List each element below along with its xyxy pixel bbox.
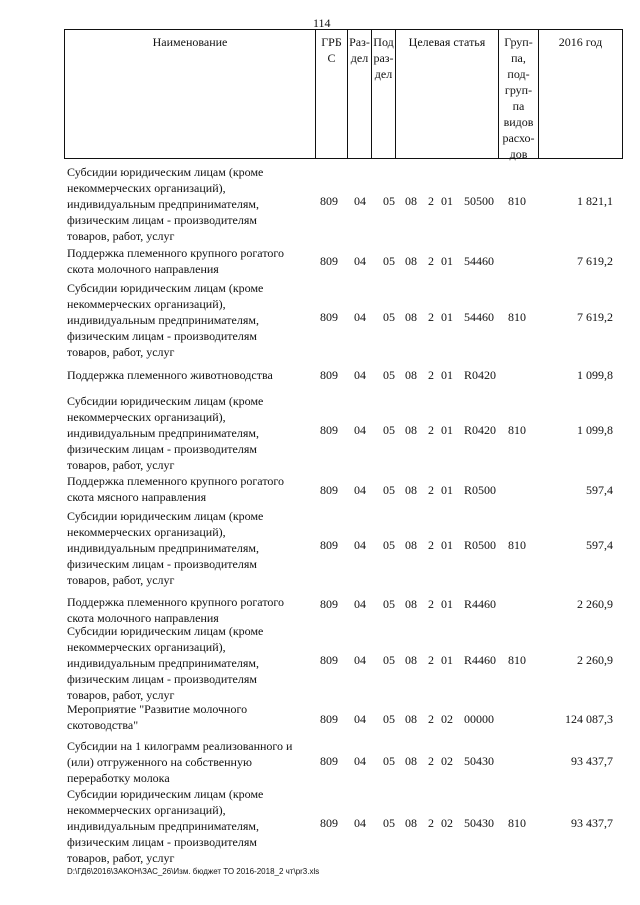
target-measure-cell: 01	[441, 483, 453, 497]
podrazdel-cell: 05	[383, 754, 395, 768]
target-measure-cell: 01	[441, 423, 453, 437]
target-program-cell: 08	[405, 194, 417, 208]
row-name-line: товаров, работ, услуг	[67, 573, 175, 587]
row-name-line: некоммерческих организаций),	[67, 803, 226, 817]
podrazdel-cell: 05	[383, 816, 395, 830]
row-name	[67, 738, 319, 786]
row-name-line: скота молочного направления	[67, 611, 219, 625]
amount-2016-cell: 2 260,9	[577, 653, 613, 667]
row-name-line: Субсидии юридическим лицам (кроме	[67, 509, 264, 523]
row-name	[67, 508, 319, 588]
target-direction-cell: R0500	[464, 538, 497, 552]
target-program-cell: 08	[405, 310, 417, 324]
target-subprogram-cell: 2	[428, 754, 434, 768]
amount-2016-cell: 124 087,3	[565, 712, 613, 726]
target-measure-cell: 02	[441, 816, 453, 830]
amount-2016-cell: 93 437,7	[571, 816, 613, 830]
row-name-line: физическим лицам - производителям	[67, 442, 257, 456]
header-group-line: па	[512, 99, 525, 113]
expense-group-cell: 810	[508, 816, 526, 830]
header-group-line: дов	[509, 147, 528, 161]
row-name-line: товаров, работ, услуг	[67, 345, 175, 359]
podrazdel-cell: 05	[383, 310, 395, 324]
expense-group-cell: 810	[508, 194, 526, 208]
razdel-cell: 04	[354, 597, 366, 611]
header-group-line: под-	[507, 67, 530, 81]
target-direction-cell: 54460	[464, 310, 494, 324]
row-name-line: Субсидии юридическим лицам (кроме	[67, 165, 264, 179]
row-name-line: некоммерческих организаций),	[67, 297, 226, 311]
target-program-cell: 08	[405, 368, 417, 382]
grbs-cell: 809	[320, 310, 338, 324]
razdel-cell: 04	[354, 423, 366, 437]
podrazdel-cell: 05	[383, 538, 395, 552]
target-subprogram-cell: 2	[428, 368, 434, 382]
target-direction-cell: R0420	[464, 368, 497, 382]
expense-group-cell: 810	[508, 538, 526, 552]
target-program-cell: 08	[405, 538, 417, 552]
amount-2016-cell: 1 821,1	[577, 194, 613, 208]
header-group-line: па,	[511, 51, 526, 65]
expense-group-cell: 810	[508, 423, 526, 437]
row-name	[67, 786, 319, 866]
razdel-cell: 04	[354, 254, 366, 268]
row-name-line: скота мясного направления	[67, 490, 207, 504]
row-name-line: переработку молока	[67, 771, 170, 785]
amount-2016-cell: 93 437,7	[571, 754, 613, 768]
razdel-cell: 04	[354, 483, 366, 497]
row-name-line: некоммерческих организаций),	[67, 410, 226, 424]
amount-2016-cell: 7 619,2	[577, 254, 613, 268]
razdel-cell: 04	[354, 754, 366, 768]
row-name-line: Поддержка племенного крупного рогатого	[67, 474, 285, 488]
razdel-cell: 04	[354, 194, 366, 208]
target-program-cell: 08	[405, 597, 417, 611]
row-name-line: товаров, работ, услуг	[67, 458, 175, 472]
podrazdel-cell: 05	[383, 368, 395, 382]
target-subprogram-cell: 2	[428, 423, 434, 437]
target-direction-cell: 54460	[464, 254, 494, 268]
amount-2016-cell: 2 260,9	[577, 597, 613, 611]
row-name-line: скотоводства"	[67, 718, 139, 732]
header-group-line: расхо-	[502, 131, 535, 145]
target-subprogram-cell: 2	[428, 816, 434, 830]
amount-2016-cell: 597,4	[586, 483, 613, 497]
header-razdel-line: дел	[350, 51, 369, 65]
target-direction-cell: 50430	[464, 816, 494, 830]
amount-2016-cell: 1 099,8	[577, 368, 613, 382]
amount-2016-cell: 7 619,2	[577, 310, 613, 324]
grbs-cell: 809	[320, 597, 338, 611]
row-name-line: индивидуальным предпринимателям,	[67, 197, 259, 211]
row-name-line: некоммерческих организаций),	[67, 181, 226, 195]
row-name-line: Поддержка племенного крупного рогатого	[67, 595, 285, 609]
grbs-cell: 809	[320, 194, 338, 208]
target-direction-cell: R4460	[464, 653, 497, 667]
target-direction-cell: R4460	[464, 597, 497, 611]
row-name-line: товаров, работ, услуг	[67, 229, 175, 243]
target-measure-cell: 02	[441, 712, 453, 726]
row-name	[67, 473, 319, 505]
row-name	[67, 594, 319, 626]
grbs-cell: 809	[320, 653, 338, 667]
row-name-line: Субсидии юридическим лицам (кроме	[67, 787, 264, 801]
row-name-line: товаров, работ, услуг	[67, 688, 175, 702]
podrazdel-cell: 05	[383, 483, 395, 497]
row-name-line: физическим лицам - производителям	[67, 213, 257, 227]
row-name-line: Поддержка племенного животноводства	[67, 368, 273, 382]
target-program-cell: 08	[405, 712, 417, 726]
podrazdel-cell: 05	[383, 423, 395, 437]
row-name-line: Субсидии на 1 килограмм реализованного и	[67, 739, 293, 753]
header-podrazdel-line: раз-	[373, 51, 394, 65]
row-name	[67, 280, 319, 360]
podrazdel-cell: 05	[383, 254, 395, 268]
row-name-line: Субсидии юридическим лицам (кроме	[67, 624, 264, 638]
row-name-line: физическим лицам - производителям	[67, 557, 257, 571]
target-program-cell: 08	[405, 816, 417, 830]
row-name	[67, 701, 319, 733]
target-subprogram-cell: 2	[428, 483, 434, 497]
row-name-line: индивидуальным предпринимателям,	[67, 656, 259, 670]
grbs-cell: 809	[320, 816, 338, 830]
header-group-line: груп-	[504, 83, 533, 97]
row-name	[67, 245, 319, 277]
target-measure-cell: 01	[441, 368, 453, 382]
razdel-cell: 04	[354, 368, 366, 382]
target-measure-cell: 01	[441, 254, 453, 268]
target-direction-cell: 50430	[464, 754, 494, 768]
file-path-footer: D:\ГД6\2016\ЗАКОН\ЗАС_26\Изм. бюджет ТО 2016-2018_2 чт\pr3.xls	[67, 867, 320, 876]
target-subprogram-cell: 2	[428, 254, 434, 268]
target-subprogram-cell: 2	[428, 538, 434, 552]
grbs-cell: 809	[320, 368, 338, 382]
podrazdel-cell: 05	[383, 712, 395, 726]
amount-2016-cell: 1 099,8	[577, 423, 613, 437]
target-program-cell: 08	[405, 254, 417, 268]
target-program-cell: 08	[405, 653, 417, 667]
row-name-line: индивидуальным предпринимателям,	[67, 313, 259, 327]
grbs-cell: 809	[320, 483, 338, 497]
row-name-line: товаров, работ, услуг	[67, 851, 175, 865]
target-direction-cell: 00000	[464, 712, 494, 726]
razdel-cell: 04	[354, 538, 366, 552]
header-podrazdel-line: Под	[373, 35, 394, 49]
header-group-line: видов	[503, 115, 534, 129]
grbs-cell: 809	[320, 538, 338, 552]
grbs-cell: 809	[320, 754, 338, 768]
podrazdel-cell: 05	[383, 597, 395, 611]
amount-2016-cell: 597,4	[586, 538, 613, 552]
grbs-cell: 809	[320, 254, 338, 268]
target-program-cell: 08	[405, 423, 417, 437]
page-number: 114	[313, 16, 331, 30]
row-name-line: Субсидии юридическим лицам (кроме	[67, 394, 264, 408]
target-direction-cell: 50500	[464, 194, 494, 208]
row-name-line: индивидуальным предпринимателям,	[67, 426, 259, 440]
row-name	[67, 367, 319, 383]
header-grbs-line: С	[327, 51, 336, 65]
razdel-cell: 04	[354, 310, 366, 324]
header-group-line: Груп-	[504, 35, 533, 49]
target-subprogram-cell: 2	[428, 310, 434, 324]
target-direction-cell: R0420	[464, 423, 497, 437]
row-name-line: Субсидии юридическим лицам (кроме	[67, 281, 264, 295]
razdel-cell: 04	[354, 653, 366, 667]
expense-group-cell: 810	[508, 310, 526, 324]
header-target: Целевая статья	[395, 30, 498, 158]
target-subprogram-cell: 2	[428, 597, 434, 611]
target-measure-cell: 01	[441, 653, 453, 667]
target-measure-cell: 02	[441, 754, 453, 768]
grbs-cell: 809	[320, 423, 338, 437]
row-name-line: индивидуальным предпринимателям,	[67, 541, 259, 555]
target-program-cell: 08	[405, 754, 417, 768]
podrazdel-cell: 05	[383, 194, 395, 208]
expense-group-cell: 810	[508, 653, 526, 667]
podrazdel-cell: 05	[383, 653, 395, 667]
row-name-line: Поддержка племенного крупного рогатого	[67, 246, 285, 260]
header-grbs-line: ГРБ	[321, 35, 342, 49]
row-name-line: скота молочного направления	[67, 262, 219, 276]
target-subprogram-cell: 2	[428, 653, 434, 667]
row-name	[67, 164, 319, 244]
razdel-cell: 04	[354, 816, 366, 830]
row-name-line: некоммерческих организаций),	[67, 640, 226, 654]
header-name: Наименование	[152, 35, 228, 49]
target-direction-cell: R0500	[464, 483, 497, 497]
header-year: 2016 год	[538, 30, 622, 158]
target-measure-cell: 01	[441, 310, 453, 324]
row-name-line: некоммерческих организаций),	[67, 525, 226, 539]
target-measure-cell: 01	[441, 194, 453, 208]
row-name	[67, 623, 319, 703]
razdel-cell: 04	[354, 712, 366, 726]
row-name	[67, 393, 319, 473]
row-name-line: (или) отгруженного на собственную	[67, 755, 252, 769]
target-subprogram-cell: 2	[428, 712, 434, 726]
header-razdel-line: Раз-	[349, 35, 370, 49]
row-name-line: индивидуальным предпринимателям,	[67, 819, 259, 833]
grbs-cell: 809	[320, 712, 338, 726]
target-measure-cell: 01	[441, 597, 453, 611]
header-podrazdel-line: дел	[374, 67, 393, 81]
row-name-line: физическим лицам - производителям	[67, 835, 257, 849]
row-name-line: физическим лицам - производителям	[67, 672, 257, 686]
target-measure-cell: 01	[441, 538, 453, 552]
row-name-line: Мероприятие "Развитие молочного	[67, 702, 248, 716]
row-name-line: физическим лицам - производителям	[67, 329, 257, 343]
target-subprogram-cell: 2	[428, 194, 434, 208]
target-program-cell: 08	[405, 483, 417, 497]
